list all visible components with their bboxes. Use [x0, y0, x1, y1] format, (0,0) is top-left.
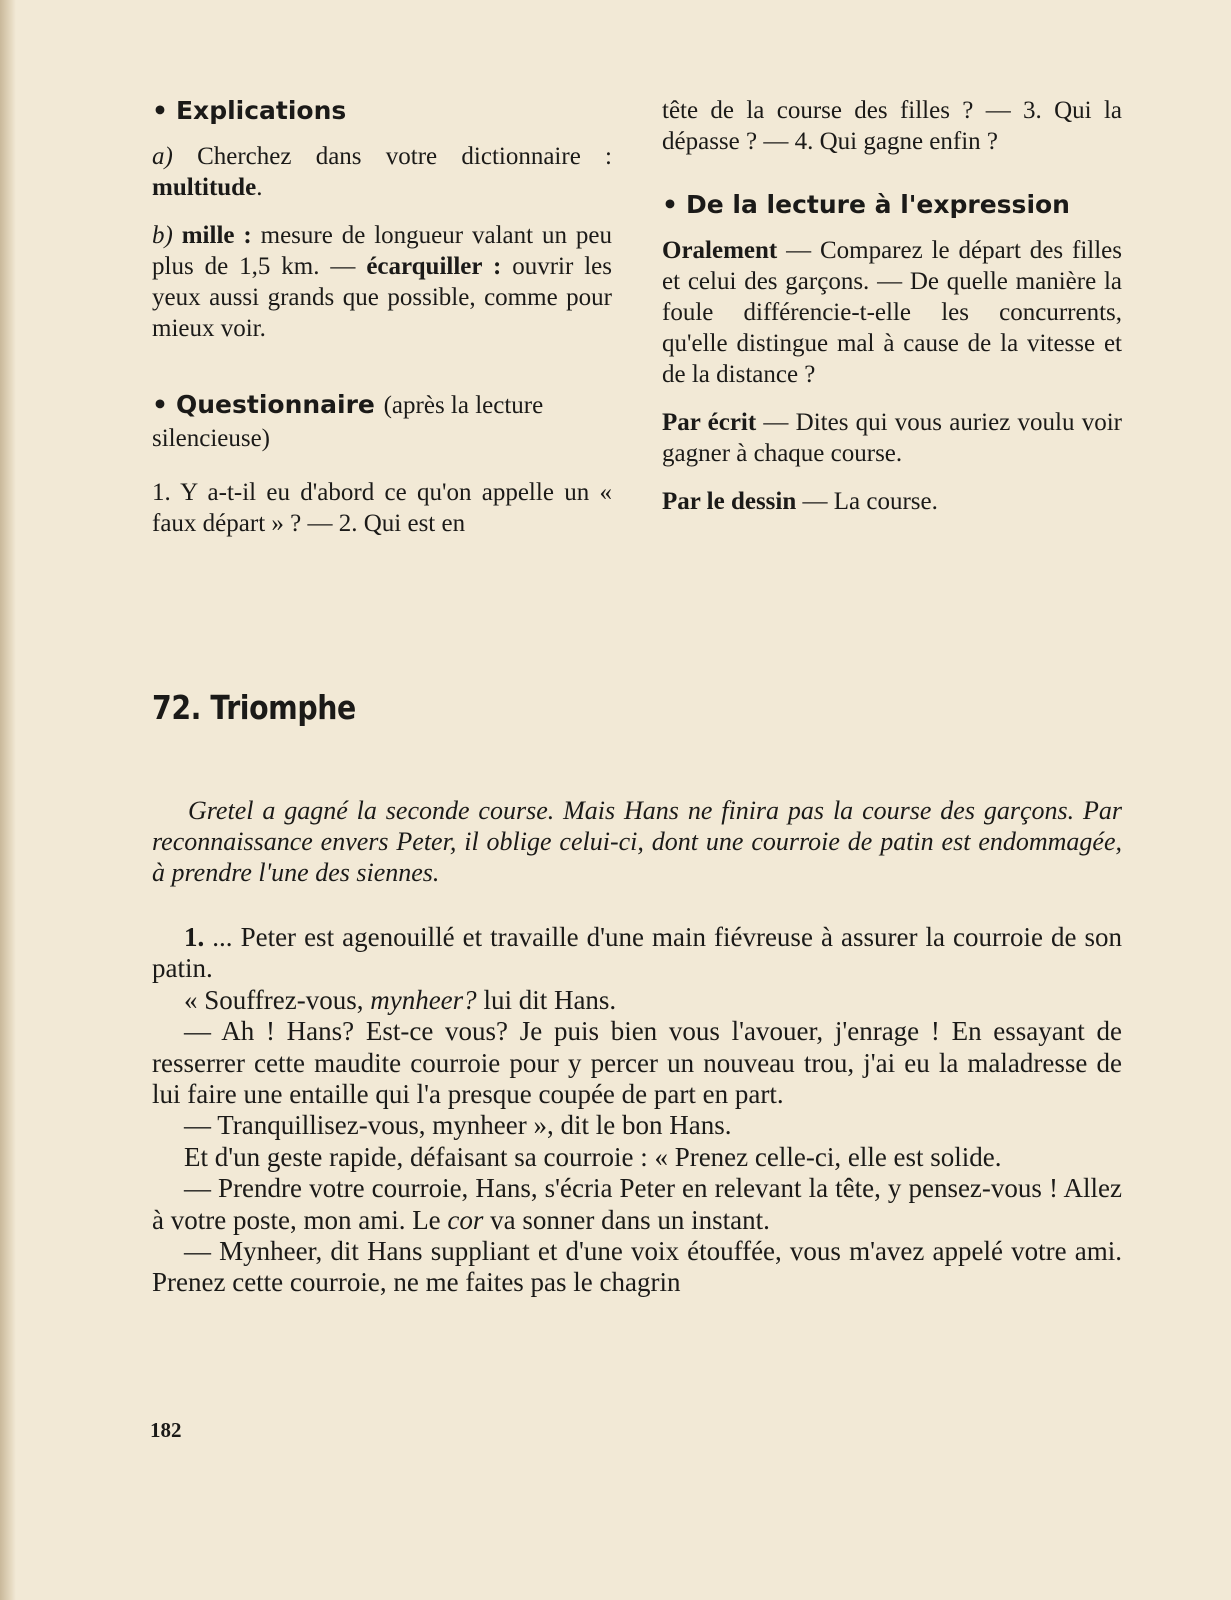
questionnaire-heading: • Questionnaire (après la lecture silencieuse)	[152, 390, 544, 452]
oral-exercise: Oralement — Comparez le départ des filles et celui des garçons. — De quelle manière la foule différencie-t-elle les concurrents, qu'elle distingue mal à cause de la vitesse et de la distance ?	[662, 237, 1122, 388]
drawing-exercise: Par le dessin — La course.	[662, 488, 938, 515]
bullet-icon: •	[152, 390, 168, 419]
explication-a: a) Cherchez dans votre dictionnaire : multitude.	[152, 143, 612, 201]
paragraph-4: — Tranquillisez-vous, mynheer », dit le bon Hans.	[184, 1110, 732, 1141]
page-edge-shadow	[0, 0, 16, 1600]
left-column	[152, 95, 612, 556]
explications-heading: • Explications	[152, 96, 347, 125]
questions-part2: tête de la course des filles ? — 3. Qui la dépasse ? — 4. Qui gagne enfin ?	[662, 97, 1122, 155]
bullet-icon: •	[662, 190, 678, 219]
chapter-body	[152, 922, 1122, 1299]
paragraph-6: — Prendre votre courroie, Hans, s'écria Peter en relevant la tête, y pensez-vous ! Allez à votre poste, mon ami. Le cor va sonner dans un instant.	[152, 1173, 1122, 1235]
chapter-title: 72. Triomphe	[152, 688, 356, 727]
page-number: 182	[150, 1418, 182, 1442]
paragraph-1: 1. ... Peter est agenouillé et travaille d'une main fiévreuse à assurer la courroie de son patin.	[152, 922, 1122, 984]
chapter-intro: Gretel a gagné la seconde course. Mais Hans ne finira pas la course des garçons. Par reconnaissance envers Peter, il oblige celui-ci, dont une courroie de patin est endommagée, à prendre l'une des siennes.	[152, 796, 1122, 887]
written-exercise: Par écrit — Dites qui vous auriez voulu voir gagner à chaque course.	[662, 409, 1122, 467]
paragraph-3: — Ah ! Hans? Est-ce vous? Je puis bien vous l'avouer, j'enrage ! En essayant de resserrer cette maudite courroie pour y percer un nouveau trou, j'ai eu la maladresse de lui faire une entaille qui l'a presque coupée de part en part.	[152, 1016, 1122, 1110]
questions-part1: 1. Y a-t-il eu d'abord ce qu'on appelle un « faux départ » ? — 2. Qui est en	[152, 479, 612, 537]
right-column	[662, 95, 1122, 534]
bullet-icon: •	[152, 96, 168, 125]
expression-heading: • De la lecture à l'expression	[662, 190, 1070, 219]
paragraph-2: « Souffrez-vous, mynheer? lui dit Hans.	[184, 984, 617, 1015]
exercise-section	[152, 95, 1122, 555]
paragraph-7: — Mynheer, dit Hans suppliant et d'une voix étouffée, vous m'avez appelé votre ami. Prenez cette courroie, ne me faites pas le chagrin	[152, 1236, 1122, 1298]
explication-b: b) mille : mesure de longueur valant un peu plus de 1,5 km. — écarquiller : ouvrir les yeux aussi grands que possible, comme pour mieux voir.	[152, 222, 612, 342]
paragraph-5: Et d'un geste rapide, défaisant sa courroie : « Prenez celle-ci, elle est solide.	[184, 1141, 1002, 1172]
